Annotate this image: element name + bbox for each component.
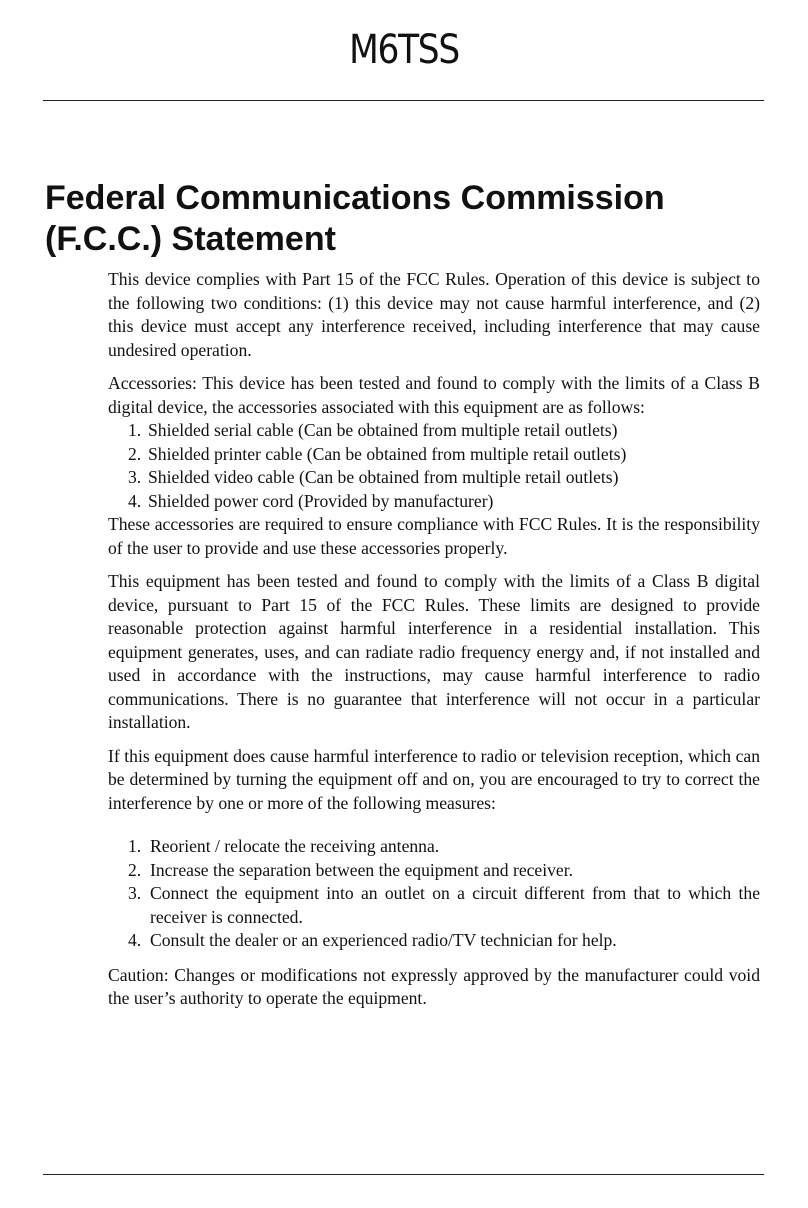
measures-list bbox=[108, 835, 760, 953]
list-item: 2. Increase the separation between the equipment and receiver. bbox=[128, 859, 574, 880]
list-item: 1. Shielded serial cable (Can be obtained from multiple retail outlets) bbox=[128, 420, 618, 440]
list-item: 2. Shielded printer cable (Can be obtained from multiple retail outlets) bbox=[128, 443, 627, 464]
list-item: 4. Consult the dealer or an experienced radio/TV technician for help. bbox=[128, 930, 617, 950]
compliance-paragraph: This device complies with Part 15 of the FCC Rules. Operation of this device is subject to the following two conditions: (1) this device may not cause harmful interference, and (2) this device must accept any interference received, including interference that may cause undesired operation. bbox=[108, 269, 760, 360]
list-item: 3. Shielded video cable (Can be obtained from multiple retail outlets) bbox=[128, 467, 619, 487]
accessories-paragraph: Accessories: This device has been tested and found to comply with the limits of a Class B digital device, the accessories associated with this equipment are as follows: bbox=[108, 373, 760, 417]
statement-body bbox=[108, 268, 760, 1021]
section-heading bbox=[45, 178, 775, 260]
accessories-list bbox=[108, 419, 760, 513]
footer-divider bbox=[43, 1174, 764, 1175]
list-item: 3. Connect the equipment into an outlet on a circuit different from that to which the receiver is connected. bbox=[128, 883, 760, 927]
interference-paragraph: If this equipment does cause harmful interference to radio or television reception, which can be determined by turning the equipment off and on, you are encouraged to try to correct the interference by one or more of the following measures: bbox=[108, 745, 760, 813]
list-item: 1. Reorient / relocate the receiving antenna. bbox=[128, 836, 440, 856]
section-heading-line1: Federal Communications Commission bbox=[45, 179, 665, 217]
list-item: 4. Shielded power cord (Provided by manufacturer) bbox=[128, 490, 494, 511]
page-header-model: M6TSS bbox=[349, 27, 459, 73]
caution-paragraph: Caution: Changes or modifications not expressly approved by the manufacturer could void the user’s authority to operate the equipment. bbox=[108, 964, 760, 1008]
header-divider bbox=[43, 100, 764, 101]
section-heading-line2: (F.C.C.) Statement bbox=[45, 220, 336, 258]
accessories-responsibility-paragraph: These accessories are required to ensure compliance with FCC Rules. It is the responsibility of the user to provide and use these accessories properly. bbox=[108, 514, 760, 558]
class-b-paragraph: This equipment has been tested and found to comply with the limits of a Class B digital device, pursuant to Part 15 of the FCC Rules. These limits are designed to provide reasonable protection against harmful interference in a residential installation. This equipment generates, uses, and can radiate radio frequency energy and, if not installed and used in accordance with the instructions, may cause harmful interference to radio communications. There is no guarantee that interference will not occur in a particular installation. bbox=[108, 571, 760, 732]
